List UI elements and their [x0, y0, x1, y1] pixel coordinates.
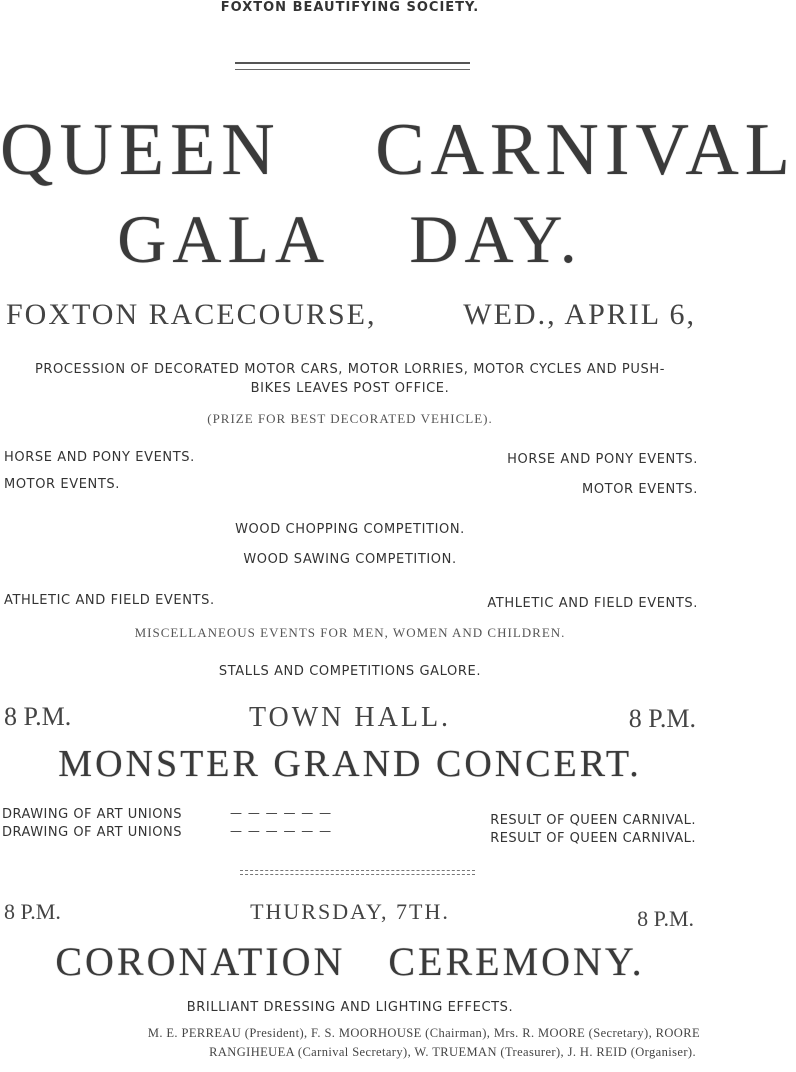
signers-line-2: RANGIHEUEA (Carnival Secretary), W. TRUEMAN (Treasurer), J. H. REID (Organiser). — [209, 1045, 696, 1059]
time-left-town-hall: 8 P.M. — [4, 702, 72, 731]
wood-sawing: WOOD SAWING COMPETITION. — [243, 552, 457, 567]
result-queen-carnival-1: RESULT OF QUEEN CARNIVAL. — [490, 813, 696, 828]
motor-events-right: MOTOR EVENTS. — [582, 482, 698, 497]
motor-events-left: MOTOR EVENTS. — [4, 477, 120, 492]
result-queen-carnival-2: RESULT OF QUEEN CARNIVAL. — [490, 831, 696, 846]
leader-dashes-2: — — — — — — — [230, 824, 333, 838]
signers-line-1: M. E. PERREAU (President), F. S. MOORHOUSE (Chairman), Mrs. R. MOORE (Secretary), ROORE — [147, 1026, 700, 1040]
title-line-1: QUEEN CARNIVAL — [0, 109, 796, 191]
prize-note: (PRIZE FOR BEST DECORATED VEHICLE). — [207, 411, 493, 426]
effects-line: BRILLIANT DRESSING AND LIGHTING EFFECTS. — [186, 1000, 514, 1015]
horse-events-right: HORSE AND PONY EVENTS. — [507, 452, 698, 467]
drawing-art-unions-1: DRAWING OF ART UNIONS — [2, 807, 182, 822]
athletic-events-right: ATHLETIC AND FIELD EVENTS. — [487, 596, 698, 611]
procession-line-1: PROCESSION OF DECORATED MOTOR CARS, MOTOR LORRIES, MOTOR CYCLES AND PUSH- — [34, 362, 666, 377]
time-right-thursday: 8 P.M. — [637, 906, 694, 931]
ornamental-rule-top — [235, 62, 470, 70]
thursday-date: THURSDAY, 7TH. — [250, 899, 450, 924]
stalls-line: STALLS AND COMPETITIONS GALORE. — [218, 664, 482, 679]
miscellaneous-events: MISCELLANEOUS EVENTS FOR MEN, WOMEN AND CHILDREN. — [134, 625, 566, 640]
procession-line-2: BIKES LEAVES POST OFFICE. — [250, 381, 450, 396]
society-heading: FOXTON BEAUTIFYING SOCIETY. — [220, 0, 480, 15]
time-right-town-hall: 8 P.M. — [628, 704, 696, 733]
concert-heading: MONSTER GRAND CONCERT. — [58, 743, 642, 785]
leader-dashes-1: — — — — — — — [230, 806, 333, 820]
drawing-art-unions-2: DRAWING OF ART UNIONS — [2, 825, 182, 840]
town-hall-label: TOWN HALL. — [248, 702, 452, 733]
wood-chopping: WOOD CHOPPING COMPETITION. — [235, 522, 465, 537]
coronation-heading: CORONATION CEREMONY. — [55, 939, 645, 984]
horse-events-left: HORSE AND PONY EVENTS. — [4, 450, 195, 465]
title-line-2: GALA DAY. — [117, 201, 583, 277]
divider-rule-2 — [240, 874, 475, 875]
athletic-events-left: ATHLETIC AND FIELD EVENTS. — [4, 593, 215, 608]
date-label: WED., APRIL 6, — [463, 298, 696, 331]
divider-rule — [240, 870, 475, 871]
venue-label: FOXTON RACECOURSE, — [6, 298, 377, 331]
time-left-thursday: 8 P.M. — [4, 899, 61, 924]
